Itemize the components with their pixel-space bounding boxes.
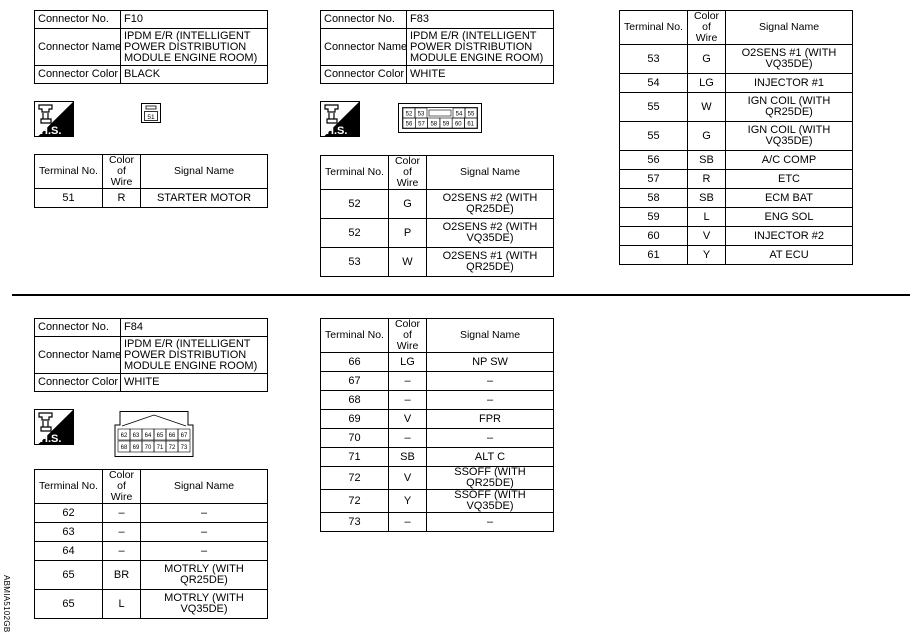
terminal-cell: 70 [321, 429, 389, 448]
connector-name-value: IPDM E/R (INTELLIGENT POWER DISTRIBUTION MODULE ENGINE ROOM) [121, 337, 268, 374]
header-terminal-no: Terminal No. [35, 470, 103, 504]
header-terminal-no: Terminal No. [321, 319, 389, 353]
terminal-cell: 69 [321, 410, 389, 429]
terminal-cell: 58 [620, 189, 688, 208]
signal-cell: – [427, 372, 554, 391]
signal-cell: ECM BAT [726, 189, 853, 208]
header-signal-name: Signal Name [726, 11, 853, 45]
signal-cell: INJECTOR #1 [726, 74, 853, 93]
table-row [321, 513, 554, 532]
pin-label: 70 [144, 445, 152, 451]
terminal-cell: 54 [620, 74, 688, 93]
connector-no-value: F83 [407, 11, 554, 29]
table-row [321, 248, 554, 277]
table-row [620, 93, 853, 122]
f10-connector-info [34, 10, 268, 84]
signal-cell: O2SENS #2 (WITH VQ35DE) [427, 219, 554, 248]
pin-label: 58 [430, 121, 438, 128]
signal-cell: SSOFF (WITH QR25DE) [427, 467, 554, 490]
header-signal-name: Signal Name [141, 470, 268, 504]
terminal-cell: 57 [620, 170, 688, 189]
f10-terminal-table [34, 154, 268, 208]
table-row [321, 391, 554, 410]
wire-color-cell: SB [688, 189, 726, 208]
terminal-cell: 66 [321, 353, 389, 372]
pin-label: 69 [132, 445, 140, 451]
terminal-cell: 59 [620, 208, 688, 227]
wire-color-cell: SB [389, 448, 427, 467]
signal-cell: A/C COMP [726, 151, 853, 170]
header-terminal-no: Terminal No. [35, 155, 103, 189]
connector-color-label: Connector Color [321, 66, 407, 84]
signal-cell: – [141, 523, 268, 542]
signal-cell: O2SENS #1 (WITH QR25DE) [427, 248, 554, 277]
terminal-cell: 67 [321, 372, 389, 391]
header-terminal-no: Terminal No. [620, 11, 688, 45]
terminal-cell: 72 [321, 467, 389, 490]
wire-color-cell: V [389, 467, 427, 490]
f83-connector-info [320, 10, 554, 84]
header-terminal-no: Terminal No. [321, 156, 389, 190]
wire-color-cell: – [389, 391, 427, 410]
f83-terminal-table [320, 155, 554, 277]
terminal-cell: 61 [620, 246, 688, 265]
header-signal-name: Signal Name [427, 156, 554, 190]
wire-color-cell: LG [688, 74, 726, 93]
pin-51-label: 51 [147, 114, 155, 121]
header-color-of-wire: Color of Wire [103, 470, 141, 504]
header-color-of-wire: Color of Wire [389, 156, 427, 190]
signal-cell: – [427, 429, 554, 448]
harness-side-icon [320, 101, 360, 137]
pin-label: 66 [168, 433, 176, 439]
signal-cell: STARTER MOTOR [141, 189, 268, 208]
wire-color-cell: G [688, 122, 726, 151]
connector-no-value: F10 [121, 11, 268, 29]
wire-color-cell: L [103, 590, 141, 619]
signal-cell: – [141, 542, 268, 561]
table-row [620, 170, 853, 189]
header-signal-name: Signal Name [427, 319, 554, 353]
wire-color-cell: W [389, 248, 427, 277]
header-signal-name: Signal Name [141, 155, 268, 189]
terminal-cell: 73 [321, 513, 389, 532]
terminal-cell: 56 [620, 151, 688, 170]
pin-label: 59 [442, 121, 450, 128]
connector-name-value: IPDM E/R (INTELLIGENT POWER DISTRIBUTION MODULE ENGINE ROOM) [407, 29, 554, 66]
header-color-of-wire: Color of Wire [103, 155, 141, 189]
pin-label: 55 [467, 111, 475, 118]
signal-cell: ENG SOL [726, 208, 853, 227]
signal-cell: – [427, 391, 554, 410]
table-row [620, 151, 853, 170]
figure-code [0, 575, 14, 635]
pin-label: 61 [467, 121, 475, 128]
table-row [35, 189, 268, 208]
connector-color-label: Connector Color [35, 374, 121, 392]
wire-color-cell: BR [103, 561, 141, 590]
f83-terminal-table-continued [619, 10, 853, 265]
pin-label: 64 [144, 433, 152, 439]
pin-label: 62 [120, 433, 128, 439]
terminal-cell: 52 [321, 190, 389, 219]
table-row [321, 353, 554, 372]
header-color-of-wire: Color of Wire [389, 319, 427, 353]
connector-color-label: Connector Color [35, 66, 121, 84]
table-row [321, 448, 554, 467]
f83-connector-face-icon [398, 103, 482, 133]
connector-no-label: Connector No. [35, 319, 121, 337]
terminal-cell: 71 [321, 448, 389, 467]
table-row [321, 372, 554, 391]
wire-color-cell: Y [688, 246, 726, 265]
terminal-cell: 65 [35, 561, 103, 590]
terminal-cell: 51 [35, 189, 103, 208]
wire-color-cell: G [688, 45, 726, 74]
f84-connector-info [34, 318, 268, 392]
pin-label: 60 [454, 121, 462, 128]
hs-label: H.S. [40, 125, 62, 137]
wire-color-cell: – [103, 542, 141, 561]
wire-color-cell: V [688, 227, 726, 246]
harness-side-icon [34, 409, 74, 445]
terminal-cell: 52 [321, 219, 389, 248]
signal-cell: IGN COIL (WITH VQ35DE) [726, 122, 853, 151]
pin-label: 54 [455, 111, 463, 118]
pin-label: 53 [417, 111, 425, 118]
pin-label: 67 [180, 433, 188, 439]
wire-color-cell: – [389, 372, 427, 391]
terminal-cell: 55 [620, 122, 688, 151]
f84-connector-face-icon [112, 410, 196, 458]
table-row [620, 246, 853, 265]
wire-color-cell: LG [389, 353, 427, 372]
table-row [321, 490, 554, 513]
signal-cell: IGN COIL (WITH QR25DE) [726, 93, 853, 122]
harness-side-icon [34, 101, 74, 137]
pin-label: 72 [168, 445, 176, 451]
connector-color-value: BLACK [121, 66, 268, 84]
wire-color-cell: R [103, 189, 141, 208]
connector-name-label: Connector Name [35, 337, 121, 374]
hs-label: H.S. [326, 125, 348, 137]
signal-cell: ETC [726, 170, 853, 189]
table-row [321, 429, 554, 448]
terminal-cell: 64 [35, 542, 103, 561]
table-row [321, 410, 554, 429]
terminal-cell: 72 [321, 490, 389, 513]
wire-color-cell: L [688, 208, 726, 227]
connector-name-label: Connector Name [321, 29, 407, 66]
pin-label: 56 [405, 121, 413, 128]
terminal-cell: 55 [620, 93, 688, 122]
pin-label: 65 [156, 433, 164, 439]
signal-cell: O2SENS #2 (WITH QR25DE) [427, 190, 554, 219]
table-row [620, 189, 853, 208]
signal-cell: FPR [427, 410, 554, 429]
header-color-of-wire: Color of Wire [688, 11, 726, 45]
signal-cell: INJECTOR #2 [726, 227, 853, 246]
table-row [321, 190, 554, 219]
terminal-cell: 68 [321, 391, 389, 410]
f84-terminal-table [34, 469, 268, 619]
terminal-cell: 53 [321, 248, 389, 277]
terminal-cell: 65 [35, 590, 103, 619]
table-row [321, 467, 554, 490]
signal-cell: AT ECU [726, 246, 853, 265]
f84-terminal-table-continued [320, 318, 554, 532]
table-row [620, 227, 853, 246]
wire-color-cell: – [103, 504, 141, 523]
signal-cell: SSOFF (WITH VQ35DE) [427, 490, 554, 513]
f10-connector-face-icon [140, 102, 162, 124]
pin-label: 71 [156, 445, 164, 451]
table-row [35, 504, 268, 523]
wire-color-cell: SB [688, 151, 726, 170]
table-row [620, 208, 853, 227]
hs-label: H.S. [40, 433, 62, 445]
signal-cell: O2SENS #1 (WITH VQ35DE) [726, 45, 853, 74]
wire-color-cell: V [389, 410, 427, 429]
wire-color-cell: – [389, 513, 427, 532]
connector-no-label: Connector No. [35, 11, 121, 29]
figure-code-text: ABMIA5102GB [2, 575, 11, 633]
connector-name-label: Connector Name [35, 29, 121, 66]
signal-cell: MOTRLY (WITH QR25DE) [141, 561, 268, 590]
connector-name-value: IPDM E/R (INTELLIGENT POWER DISTRIBUTION MODULE ENGINE ROOM) [121, 29, 268, 66]
pin-label: 52 [405, 111, 413, 118]
wire-color-cell: G [389, 190, 427, 219]
pin-label: 63 [132, 433, 140, 439]
connector-no-value: F84 [121, 319, 268, 337]
table-row [620, 45, 853, 74]
wire-color-cell: – [103, 523, 141, 542]
table-row [321, 219, 554, 248]
signal-cell: – [141, 504, 268, 523]
terminal-cell: 60 [620, 227, 688, 246]
wire-color-cell: W [688, 93, 726, 122]
terminal-cell: 63 [35, 523, 103, 542]
signal-cell: ALT C [427, 448, 554, 467]
table-row [35, 561, 268, 590]
signal-cell: NP SW [427, 353, 554, 372]
connector-color-value: WHITE [407, 66, 554, 84]
connector-no-label: Connector No. [321, 11, 407, 29]
table-row [620, 74, 853, 93]
signal-cell: MOTRLY (WITH VQ35DE) [141, 590, 268, 619]
table-row [35, 542, 268, 561]
terminal-cell: 53 [620, 45, 688, 74]
table-row [620, 122, 853, 151]
signal-cell: – [427, 513, 554, 532]
table-row [35, 590, 268, 619]
pin-label: 68 [120, 445, 128, 451]
pin-label: 73 [180, 445, 188, 451]
table-row [35, 523, 268, 542]
section-divider [12, 294, 910, 296]
pin-label: 57 [418, 121, 425, 128]
wire-color-cell: P [389, 219, 427, 248]
wire-color-cell: Y [389, 490, 427, 513]
connector-color-value: WHITE [121, 374, 268, 392]
wire-color-cell: R [688, 170, 726, 189]
terminal-cell: 62 [35, 504, 103, 523]
wire-color-cell: – [389, 429, 427, 448]
